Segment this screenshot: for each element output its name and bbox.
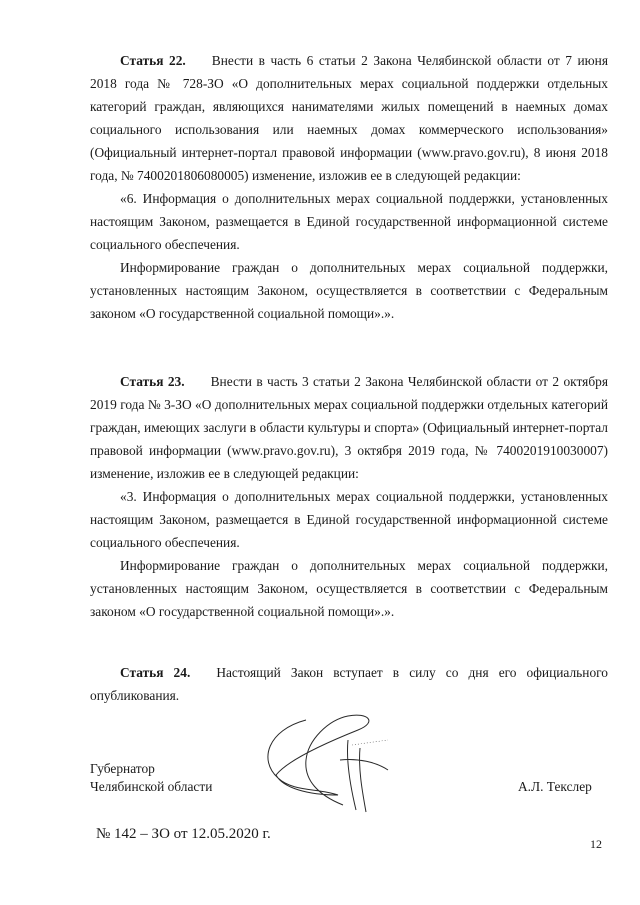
article-intro-text: Настоящий Закон вступает в силу со дня его официального опубликования. (90, 665, 608, 703)
article-intro-text: Внести в часть 3 статьи 2 Закона Челябинской области от 2 октября 2019 года № 3-ЗО «О дополнительных мерах социальной поддержки отдельных категорий граждан, имеющих заслуги в области культуры и спорта» (Официальный интернет-портал правовой информации (www.pravo.gov.ru), 3 октября 2019 года, № 7400201910030007) изменение, изложив ее в следующей редакции: (90, 374, 608, 481)
handwritten-signature (248, 700, 398, 820)
article-paragraph: «3. Информация о дополнительных мерах социальной поддержки, установленных настоящим Законом, размещается в Единой государственной информационной системе социального обеспечения. (90, 489, 608, 550)
article-22 (90, 49, 608, 325)
article-paragraph: Информирование граждан о дополнительных мерах социальной поддержки, установленных настоящим Законом, осуществляется в соответствии с Федеральным законом «О государственной социальной помощи».». (90, 558, 608, 619)
signatory-name: А.Л. Текслер (518, 779, 592, 794)
article-intro (90, 370, 608, 485)
article-heading: Статья 23. (120, 374, 185, 389)
article-intro-text: Внести в часть 6 статьи 2 Закона Челябинской области от 7 июня 2018 года № 728-ЗО «О дополнительных мерах социальной поддержки отдельных категорий граждан, являющихся нанимателями жилых помещений в наемных домах социального использования или наемных домах коммерческого использования» (Официальный интернет-портал правовой информации (www.pravo.gov.ru), 8 июня 2018 года, № 7400201806080005) изменение, изложив ее в следующей редакции: (90, 53, 608, 183)
signatory-title-line: Челябинской области (90, 779, 213, 794)
law-number: № 142 – ЗО от 12.05.2020 г. (96, 826, 271, 842)
article-heading: Статья 22. (120, 53, 186, 68)
page-number: 12 (590, 837, 602, 851)
article-paragraph: «6. Информация о дополнительных мерах социальной поддержки, установленных настоящим Законом, размещается в Единой государственной информационной системе социального обеспечения. (90, 191, 608, 252)
article-heading: Статья 24. (120, 665, 191, 680)
article-intro (90, 49, 608, 187)
signatory-title-line: Губернатор (90, 761, 155, 776)
article-23 (90, 370, 608, 623)
article-paragraph: Информирование граждан о дополнительных мерах социальной поддержки, установленных настоящим Законом, осуществляется в соответствии с Федеральным законом «О государственной социальной помощи».». (90, 260, 608, 321)
signatory-title (90, 760, 212, 796)
